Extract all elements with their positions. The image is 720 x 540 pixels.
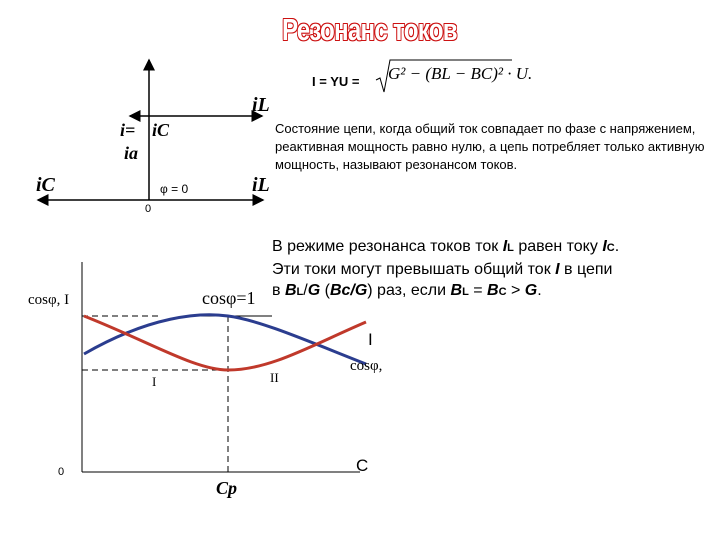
label-ia: ia bbox=[124, 143, 139, 163]
graph-ylabel: cosφ, I bbox=[28, 292, 70, 308]
cos-max-label: cosφ=1 bbox=[202, 288, 256, 308]
label-C-axis: C bbox=[356, 456, 369, 475]
formula-body: G² − (BL − BC)² · U. bbox=[388, 64, 533, 83]
label-region-I: I bbox=[152, 374, 157, 389]
current-curve bbox=[84, 316, 366, 370]
resonance-text: В режиме резонанса токов ток IL равен току IC. Эти токи могут превышать общий ток I в цепи в BL/G (Bc/G) раз, если BL = BC > G. bbox=[272, 238, 620, 299]
label-cos-curve: cosφ, bbox=[350, 358, 383, 374]
label-iC-mid: iC bbox=[152, 120, 170, 140]
label-I-curve: I bbox=[368, 330, 373, 349]
slide-title: Резонанс токов bbox=[282, 12, 457, 47]
description-text: Состояние цепи, когда общий ток совпадает по фазе с напряжением, реактивная мощность равно нулю, а цепь потребляет только активную мощность, называют резонансом токов. bbox=[275, 121, 705, 172]
label-i-eq: i= bbox=[120, 120, 136, 140]
label-origin: 0 bbox=[58, 466, 65, 478]
formula-prefix: I = YU = bbox=[312, 74, 360, 89]
label-iC-left: iC bbox=[36, 174, 55, 196]
label-region-II: II bbox=[270, 370, 279, 385]
label-iL-top: iL bbox=[252, 94, 270, 116]
label-zero: 0 bbox=[145, 203, 152, 215]
label-iL-bottom: iL bbox=[252, 174, 270, 196]
label-phi: φ = 0 bbox=[160, 182, 189, 196]
label-Cp: Cр bbox=[216, 478, 238, 498]
